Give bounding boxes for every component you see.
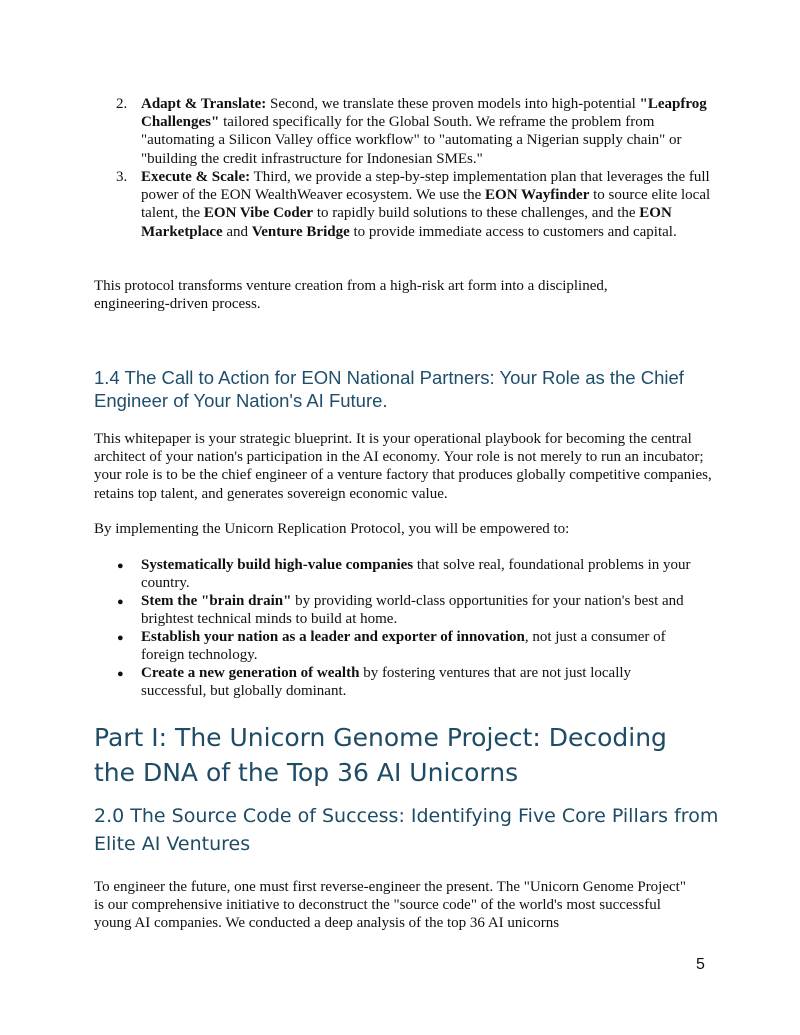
page-number: 5 <box>696 956 705 973</box>
bullet-dot: ● <box>117 632 124 644</box>
section-1-4-heading: 1.4 The Call to Action for EON National Partners: Your Role as the Chief Engineer of Your Nation's AI Future. <box>94 367 684 411</box>
bullet-bold: Create a new generation of wealth <box>141 665 360 681</box>
bullet-text: , not just a consumer of foreign technology. <box>141 629 666 664</box>
section-2-0-heading: 2.0 The Source Code of Success: Identifying Five Core Pillars from Elite AI Ventures <box>94 805 719 855</box>
bullet-item <box>141 556 701 592</box>
bold-run: EON Vibe Coder <box>203 205 314 222</box>
whitepaper-paragraph: This whitepaper is your strategic blueprint. It is your operational playbook for becoming the central architect of your nation's participation in the AI economy. Your role is not merely to run an incubator; your role is to be the chief engineer of a venture factory that produces globally competitive companies, retains top talent, and generates sovereign economic value. <box>94 431 712 502</box>
bullet-item <box>141 628 701 664</box>
bullet-text: by fostering ventures that are not just locally successful, but globally dominant. <box>141 665 632 700</box>
text-run: tailored specifically for the Global South. We reframe the problem from "automating a Silicon Valley office workflow" to "automating a Nigerian supply chain" or "building the credit infrastructure for Indonesian SMEs." <box>141 114 682 167</box>
text-run: to source elite local talent, the <box>141 187 711 222</box>
part-heading: Part I: The Unicorn Genome Project: Decoding the DNA of the Top 36 AI Unicorns <box>94 723 667 787</box>
text-run: Second, we translate these proven models into high-potential <box>266 96 640 112</box>
bullet-dot: ● <box>117 596 124 608</box>
bullet-text: that solve real, foundational problems in your country. <box>141 557 691 592</box>
bullet-dot: ● <box>117 560 124 572</box>
bold-run: EON Wayfinder <box>485 187 590 204</box>
numbered-list-item <box>141 95 716 168</box>
list-number: 3. <box>116 169 128 185</box>
bullet-bold: Stem the "brain drain" <box>141 593 292 609</box>
protocol-paragraph: This protocol transforms venture creation from a high-risk art form into a disciplined, engineering-driven process. <box>94 278 608 313</box>
text-run: and <box>222 223 252 240</box>
bold-run: Venture Bridge <box>251 223 350 240</box>
bullet-item <box>141 592 701 628</box>
bold-run: "Leapfrog Challenges" <box>141 96 707 131</box>
bold-run: Adapt & Translate: <box>141 96 267 112</box>
bold-run: Execute & Scale: <box>141 169 251 185</box>
numbered-list-item <box>141 168 716 241</box>
bullet-dot: ● <box>117 668 124 680</box>
closing-paragraph: To engineer the future, one must first reverse-engineer the present. The "Unicorn Genome Project" is our comprehensive initiative to deconstruct the "source code" of the world's most successful young AI companies. We conducted a deep analysis of the top 36 AI unicorns <box>94 879 686 932</box>
text-run: to rapidly build solutions to these challenges, and the <box>313 205 640 222</box>
bold-run: EON Marketplace <box>141 205 672 240</box>
bullet-bold: Systematically build high-value companies <box>141 557 414 573</box>
text-run: Third, we provide a step-by-step implementation plan that leverages the full power of the EON WealthWeaver ecosystem. We use the <box>141 169 710 204</box>
list-number: 2. <box>116 96 128 112</box>
bullet-item <box>141 664 681 700</box>
bullet-text: by providing world-class opportunities for your nation's best and brightest technical minds to build at home. <box>141 593 684 628</box>
bullet-bold: Establish your nation as a leader and exporter of innovation <box>141 629 525 645</box>
text-run: to provide immediate access to customers and capital. <box>349 223 677 240</box>
implementing-paragraph: By implementing the Unicorn Replication Protocol, you will be empowered to: <box>94 521 570 537</box>
